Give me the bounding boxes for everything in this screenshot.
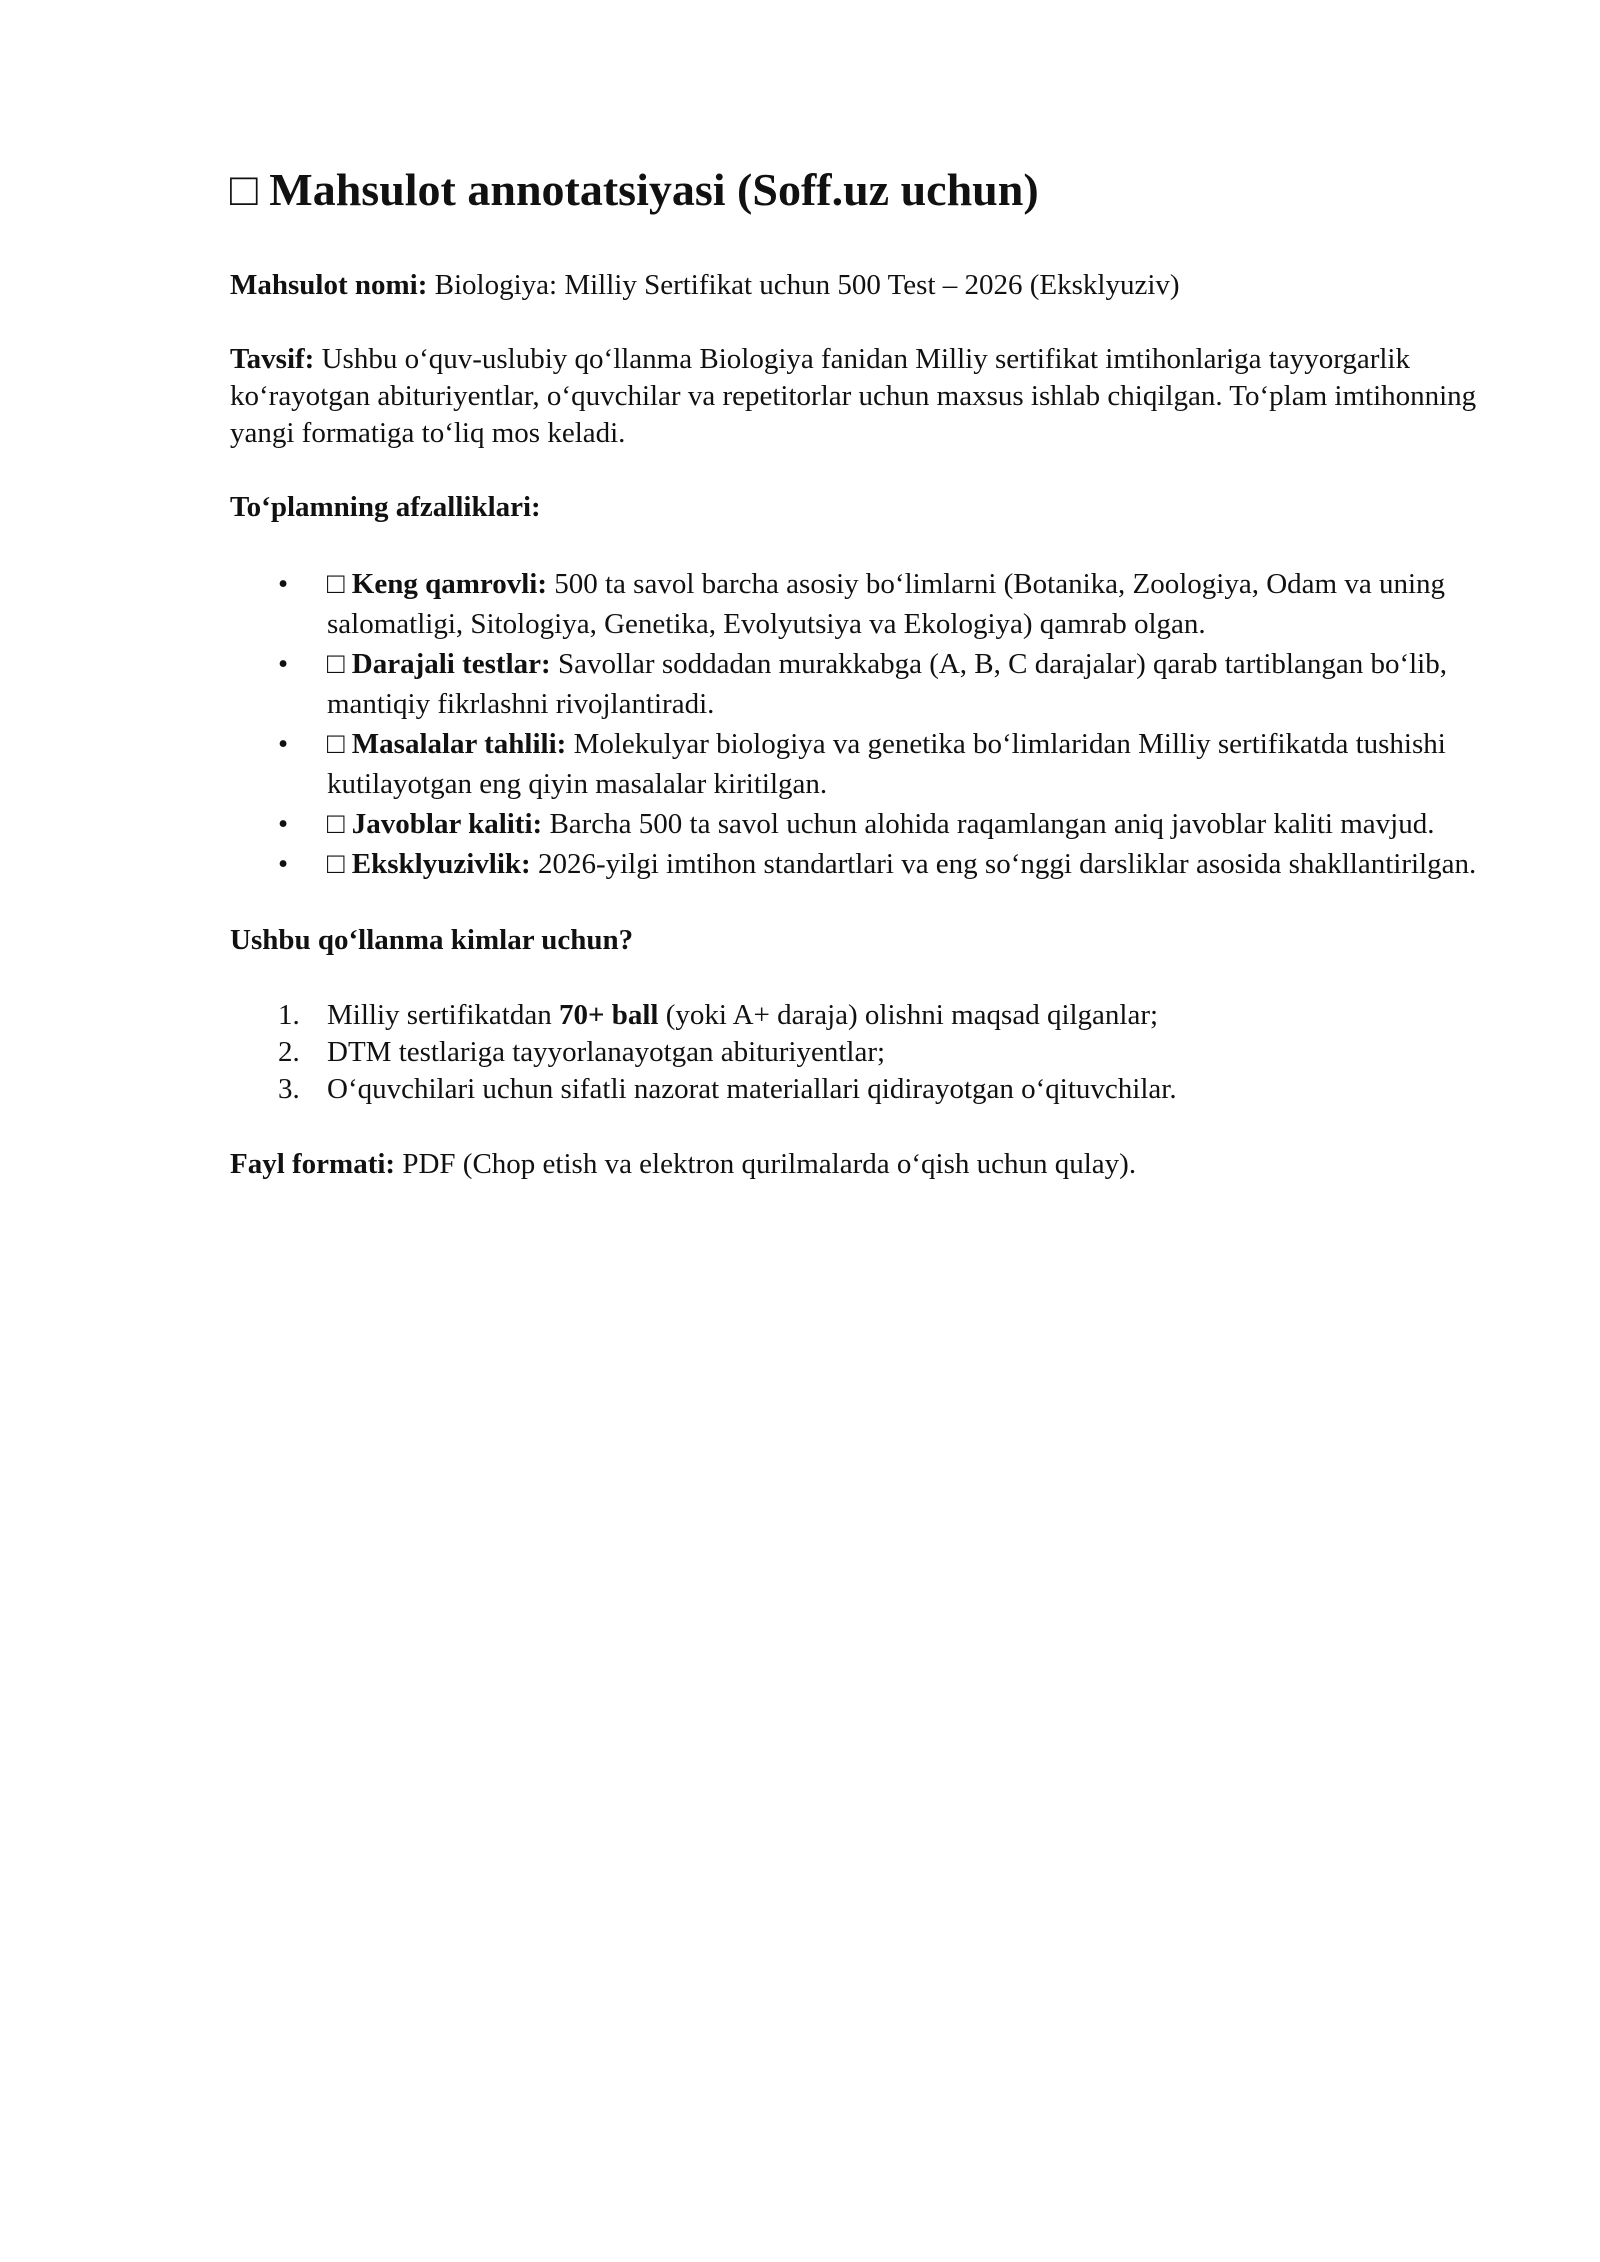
audience-heading — [230, 922, 1500, 959]
bullet-icon: • — [278, 648, 289, 681]
product-name-paragraph — [230, 267, 1500, 304]
list-number: 3. — [278, 1073, 300, 1106]
feature-label: Javoblar kaliti: — [351, 808, 543, 841]
feature-placeholder-icon: □ — [327, 848, 345, 881]
bullet-icon: • — [278, 728, 289, 761]
bullet-icon: • — [278, 808, 289, 841]
page-title-text: Mahsulot annotatsiyasi (Soff.uz uchun) — [269, 164, 1039, 215]
list-item — [230, 844, 1500, 884]
audience-text-after: (yoki A+ daraja) olishni maqsad qilganlar; — [658, 999, 1159, 1032]
feature-label: Eksklyuzivlik: — [351, 848, 531, 881]
feature-text: 500 ta savol barcha asosiy bo‘limlarni (Botanika, Zoologiya, Odam va uning salomatligi, Sitologiya, Genetika, Evolyutsiya va Ekologiya) qamrab olgan. — [327, 568, 1445, 641]
audience-text-before: DTM testlariga tayyorlanayotgan abituriyentlar; — [327, 1036, 886, 1069]
bullet-icon: • — [278, 568, 289, 601]
feature-text: 2026-yilgi imtihon standartlari va eng so‘nggi darsliklar asosida shakllantirilgan. — [537, 848, 1477, 881]
page-title — [230, 162, 1500, 217]
description-label: Tavsif: — [230, 343, 315, 376]
audience-list — [230, 997, 1500, 1108]
feature-text: Molekulyar biologiya va genetika bo‘limlaridan Milliy sertifikatda tushishi kutilayotgan eng qiyin masalalar kiritilgan. — [327, 728, 1446, 801]
file-format-value: PDF (Chop etish va elektron qurilmalarda o‘qish uchun qulay). — [402, 1148, 1137, 1181]
feature-label: Darajali testlar: — [351, 648, 551, 681]
file-format-label: Fayl formati: — [230, 1148, 396, 1181]
feature-label: Keng qamrovli: — [351, 568, 547, 601]
list-number: 2. — [278, 1036, 300, 1069]
list-item — [230, 564, 1500, 644]
feature-placeholder-icon: □ — [327, 568, 345, 601]
feature-text: Savollar soddadan murakkabga (A, B, C darajalar) qarab tartiblangan bo‘lib, mantiqiy fikrlashni rivojlantiradi. — [327, 648, 1447, 721]
feature-text: Barcha 500 ta savol uchun alohida raqamlangan aniq javoblar kaliti mavjud. — [549, 808, 1435, 841]
audience-text-before: Milliy sertifikatdan — [327, 999, 559, 1032]
feature-placeholder-icon: □ — [327, 728, 345, 761]
advantages-list — [230, 564, 1500, 884]
feature-label: Masalalar tahlili: — [351, 728, 567, 761]
list-item — [230, 997, 1500, 1034]
audience-heading-text: Ushbu qo‘llanma kimlar uchun? — [230, 924, 634, 957]
list-number: 1. — [278, 999, 300, 1032]
description-paragraph — [230, 341, 1500, 452]
advantages-heading — [230, 489, 1500, 526]
list-item — [230, 724, 1500, 804]
feature-placeholder-icon: □ — [327, 648, 345, 681]
audience-text-bold: 70+ ball — [558, 999, 659, 1032]
audience-text-before: O‘quvchilari uchun sifatli nazorat materiallari qidirayotgan o‘qituvchilar. — [327, 1073, 1177, 1106]
description-value: Ushbu o‘quv-uslubiy qo‘llanma Biologiya fanidan Milliy sertifikat imtihonlariga tayyorgarlik ko‘rayotgan abituriyentlar, o‘quvchilar va repetitorlar uchun maxsus ishlab chiqilgan. To‘plam imtihonning yangi formatiga to‘liq mos keladi. — [230, 343, 1477, 450]
product-name-value: Biologiya: Milliy Sertifikat uchun 500 Test – 2026 (Eksklyuziv) — [434, 269, 1180, 302]
file-format-paragraph — [230, 1146, 1500, 1183]
list-item — [230, 804, 1500, 844]
list-item — [230, 1071, 1500, 1108]
feature-placeholder-icon: □ — [327, 808, 345, 841]
advantages-heading-text: To‘plamning afzalliklari: — [230, 491, 541, 524]
list-item — [230, 1034, 1500, 1071]
document-page — [230, 150, 1500, 1220]
bullet-icon: • — [278, 848, 289, 881]
title-placeholder-icon: □ — [230, 164, 258, 215]
product-name-label: Mahsulot nomi: — [230, 269, 428, 302]
list-item — [230, 644, 1500, 724]
